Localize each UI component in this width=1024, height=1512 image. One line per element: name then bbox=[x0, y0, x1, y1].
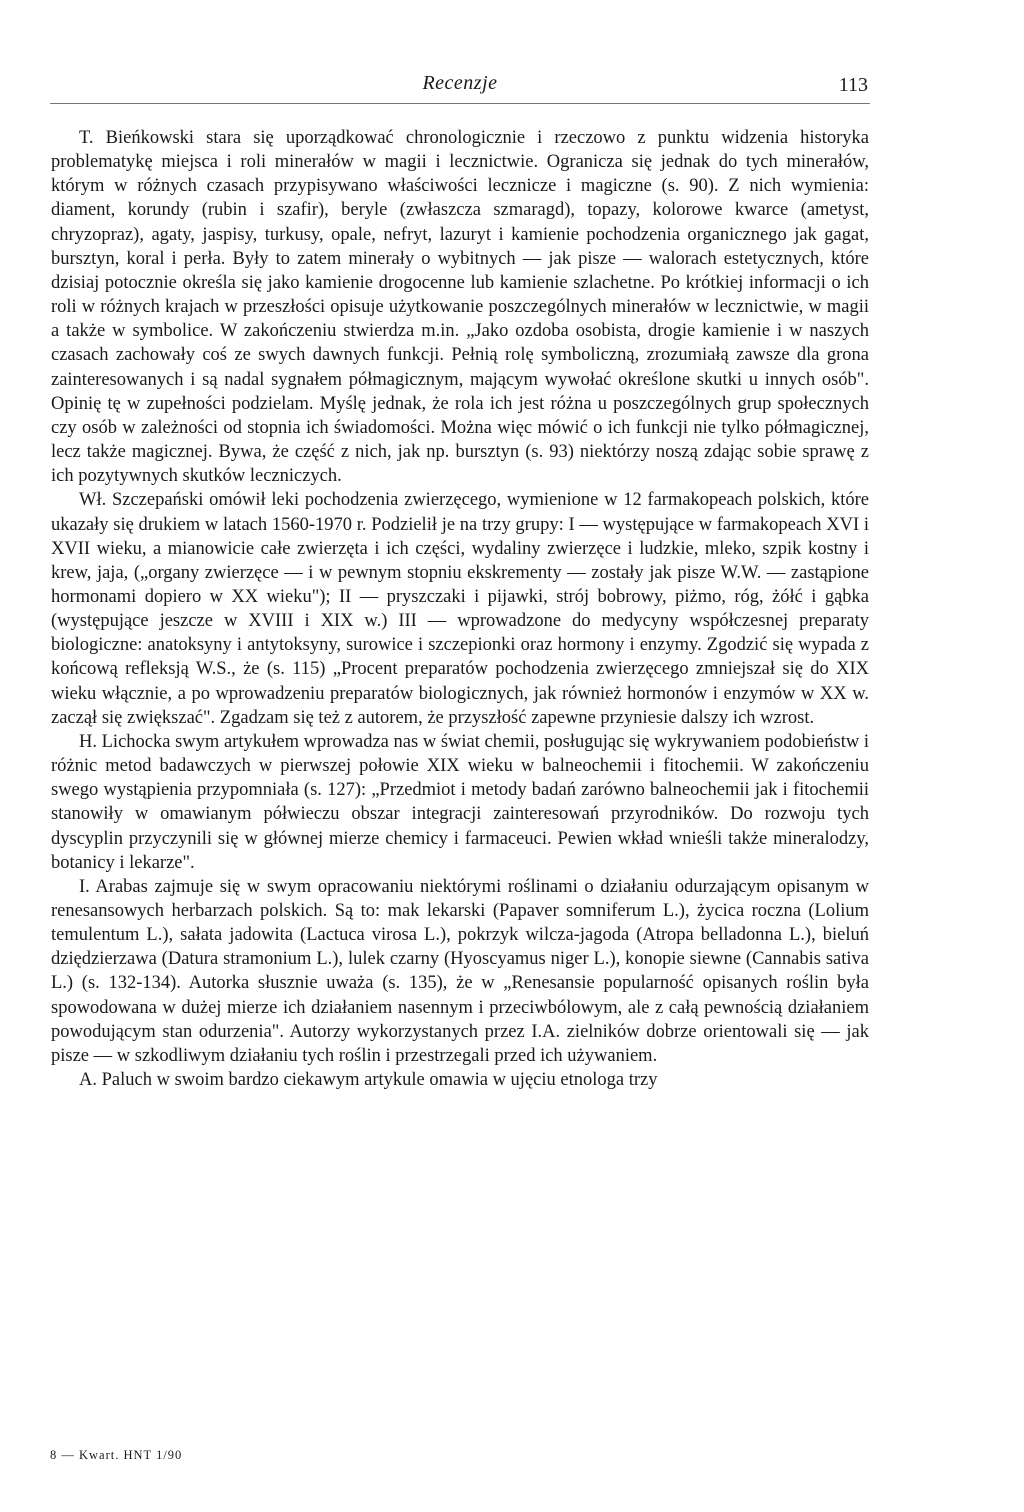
page-number: 113 bbox=[838, 74, 868, 96]
body-text bbox=[51, 126, 869, 1092]
paragraph-lichocka: H. Lichocka swym artykułem wprowadza nas w świat chemii, posługując się wykrywaniem podobieństw i różnic metod badawczych w pierwszej połowie XIX wieku w balneochemii i fitochemii. W zakończeniu swego wystąpienia przypomniała (s. 127): „Przedmiot i metody badań zarówno balneochemii jak i fitochemii stanowiły w omawianym półwieczu obszar integracji zainteresowań przyrodników. Do rozwoju tych dyscyplin przyczynili się w głównej mierze chemicy i farmaceuci. Pewien wkład wnieśli także mineralodzy, botanicy i lekarze". bbox=[51, 731, 869, 873]
paragraph-paluch: A. Paluch w swoim bardzo ciekawym artykule omawia w ujęciu etnologa trzy bbox=[79, 1070, 658, 1091]
running-title: Recenzje bbox=[422, 72, 498, 94]
paragraph-szczepanski: Wł. Szczepański omówił leki pochodzenia zwierzęcego, wymienione w 12 farmakopeach polskich, które ukazały się drukiem w latach 1560-1970 r. Podzielił je na trzy grupy: I — występujące w farmakopeach XVI i XVII wieku, a mianowicie całe zwierzęta i ich części, wydaliny zwierzęce i ludzkie, mleko, szpik kostny i krew, jaja, („organy zwierzęce — i w pewnym stopniu ekskrementy — zostały jak pisze W.W. — zastąpione hormonami dopiero w XX wieku"); II — pryszczaki i pijawki, strój bobrowy, piżmo, róg, żółć i gąbka (występujące jeszcze w XVIII i XIX w.) III — wprowadzone do medycyny współczesnej preparaty biologiczne: anatoksyny i antytoksyny, surowice i szczepionki oraz hormony i enzymy. Zgodzić się wypada z końcową refleksją W.S., że (s. 115) „Procent preparatów pochodzenia zwierzęcego zmniejszał się do XIX wieku włącznie, a po wprowadzeniu preparatów biologicznych, jak również hormonów i enzymów w XX w. zaczął się zwiększać". Zgadzam się też z autorem, że przyszłość zapewne przyniesie dalszy ich wzrost. bbox=[51, 490, 869, 728]
header-rule bbox=[50, 103, 870, 104]
printer-signature: 8 — Kwart. HNT 1/90 bbox=[50, 1448, 183, 1462]
paragraph-arabas: I. Arabas zajmuje się w swym opracowaniu niektórymi roślinami o działaniu odurzającym opisanym w renesansowych herbarzach polskich. Są to: mak lekarski (Papaver somniferum L.), życica roczna (Lolium temulentum L.), sałata jadowita (Lactuca virosa L.), pokrzyk wilcza-jagoda (Atropa belladonna L.), bieluń dziędzierzawa (Datura stramonium L.), lulek czarny (Hyoscyamus niger L.), konopie siewne (Cannabis sativa L.) (s. 132-134). Autorka słusznie uważa (s. 135), że w „Renesansie popularność opisanych roślin była spowodowana w dużej mierze ich działaniem nasennym i przeciwbólowym, ale z całą pewnością działaniem powodującym stan odurzenia". Autorzy wykorzystanych przez I.A. zielników dobrze orientowali się — jak pisze — w szkodliwym działaniu tych roślin i przestrzegali przed ich używaniem. bbox=[51, 876, 869, 1066]
paragraph-bienkowski: T. Bieńkowski stara się uporządkować chronologicznie i rzeczowo z punktu widzenia historyka problematykę miejsca i roli minerałów w magii i lecznictwie. Ogranicza się jednak do tych minerałów, którym w różnych czasach przypisywano właściwości lecznicze i magiczne (s. 90). Z nich wymienia: diament, korundy (rubin i szafir), beryle (zwłaszcza szmaragd), topazy, kolorowe kwarce (ametyst, chryzopraz), agaty, jaspisy, turkusy, opale, nefryt, lazuryt i kamienie pochodzenia organicznego jak gagat, bursztyn, koral i perła. Były to zatem minerały o wybitnych — jak pisze — walorach estetycznych, które dzisiaj potocznie określa się jako kamienie drogocenne lub kamienie szlachetne. Po krótkiej informacji o ich roli w różnych krajach w przeszłości opisuje użytkowanie poszczególnych minerałów w lecznictwie, w magii a także w symbolice. W zakończeniu stwierdza m.in. „Jako ozdoba osobista, drogie kamienie i w naszych czasach zachowały coś ze swych dawnych funkcji. Pełnią rolę symboliczną, zrozumiałą zawsze dla grona zainteresowanych i są nadal sygnałem półmagicznym, mającym wywołać określone skutki u innych osób". Opinię tę w zupełności podzielam. Myślę jednak, że rola ich jest różna u poszczególnych grup społecznych czy osób w zależności od stopnia ich świadomości. Można więc mówić o ich funkcji nie tylko półmagicznej, lecz także magicznej. Bywa, że część z nich, jak np. bursztyn (s. 93) niektórzy noszą zdając sobie sprawę z ich pozytywnych skutków leczniczych. bbox=[51, 128, 869, 487]
page-header bbox=[50, 70, 870, 100]
